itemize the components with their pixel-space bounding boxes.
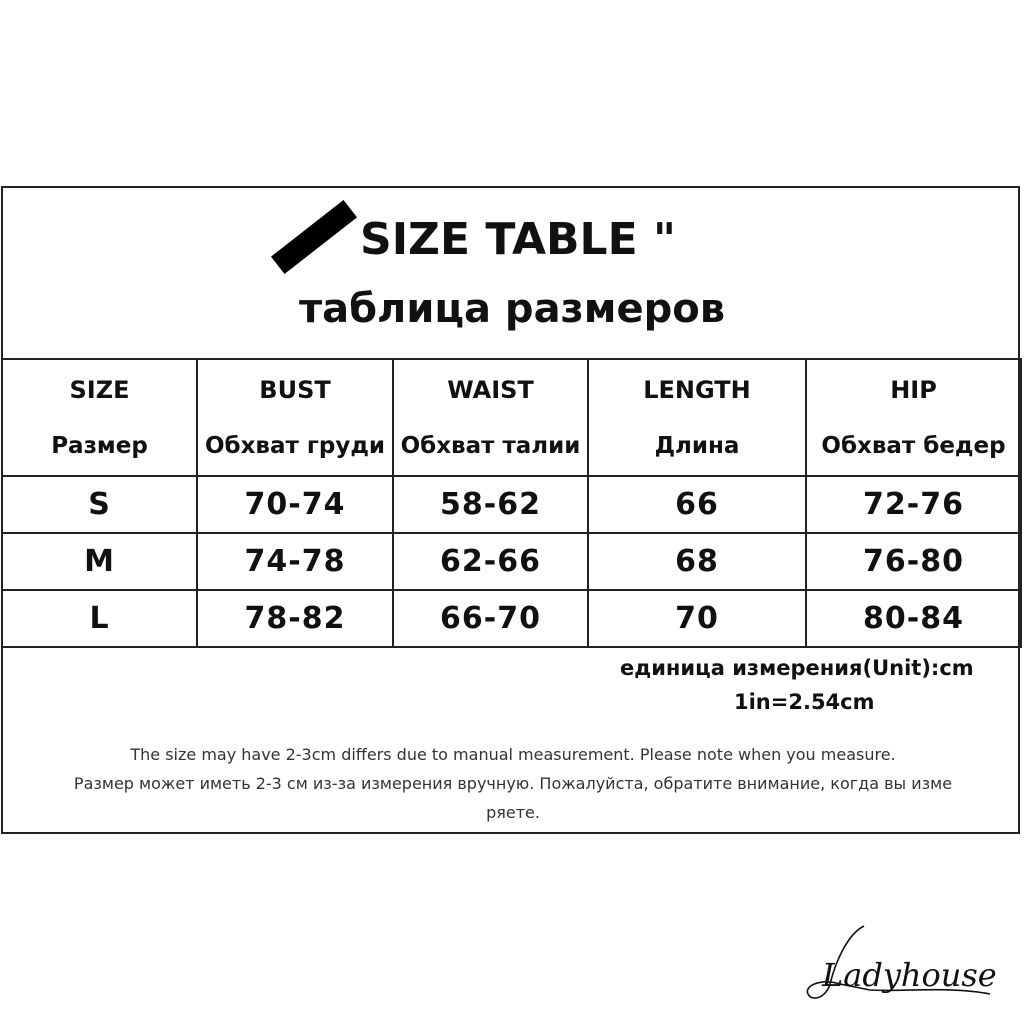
column-header-waist — [393, 359, 588, 476]
cell-size: M — [2, 533, 197, 590]
table-header-row — [2, 359, 1021, 476]
column-header-en: BUST — [259, 375, 331, 404]
column-header-ru: Обхват бедер — [821, 432, 1006, 459]
logo-script: Ladyhouse — [822, 956, 997, 994]
column-header-ru: Размер — [51, 432, 148, 459]
column-header-bust — [197, 359, 393, 476]
title-russian: таблица размеров — [298, 286, 726, 332]
cell-bust: 70-74 — [197, 476, 393, 533]
disclaimer-russian-line1: Размер может иметь 2-3 см из-за измерения вручную. Пожалуйста, обратите внимание, когда вы изме — [73, 774, 953, 793]
column-header-en: HIP — [890, 375, 937, 404]
column-header-size — [2, 359, 197, 476]
cell-waist: 66-70 — [393, 590, 588, 647]
cell-bust: 78-82 — [197, 590, 393, 647]
disclaimer-russian-line2: ряете. — [486, 803, 540, 822]
column-header-ru: Обхват груди — [204, 432, 386, 459]
cell-size: L — [2, 590, 197, 647]
column-header-ru: Длина — [654, 432, 740, 459]
column-header-hip — [806, 359, 1021, 476]
table-row-l — [2, 590, 1021, 647]
inch-conversion-note: 1in=2.54cm — [734, 690, 875, 714]
cell-length: 68 — [588, 533, 806, 590]
cell-hip: 76-80 — [806, 533, 1021, 590]
column-header-en: SIZE — [69, 375, 130, 404]
cell-hip: 72-76 — [806, 476, 1021, 533]
unit-note: единица измерения(Unit):cm — [620, 656, 974, 680]
column-header-ru: Обхват талии — [400, 432, 581, 459]
cell-bust: 74-78 — [197, 533, 393, 590]
size-table — [1, 358, 1022, 648]
cell-hip: 80-84 — [806, 590, 1021, 647]
column-header-en: LENGTH — [643, 375, 751, 404]
cell-length: 70 — [588, 590, 806, 647]
disclaimer-english: The size may have 2-3cm differs due to manual measurement. Please note when you measure. — [130, 745, 896, 764]
brand-logo — [800, 920, 1010, 1010]
column-header-en: WAIST — [447, 375, 534, 404]
cell-waist: 62-66 — [393, 533, 588, 590]
table-row-m — [2, 533, 1021, 590]
title-english: SIZE TABLE " — [360, 214, 676, 265]
column-header-length — [588, 359, 806, 476]
table-row-s — [2, 476, 1021, 533]
cell-length: 66 — [588, 476, 806, 533]
measurement-disclaimer — [8, 740, 1018, 827]
cell-size: S — [2, 476, 197, 533]
cell-waist: 58-62 — [393, 476, 588, 533]
